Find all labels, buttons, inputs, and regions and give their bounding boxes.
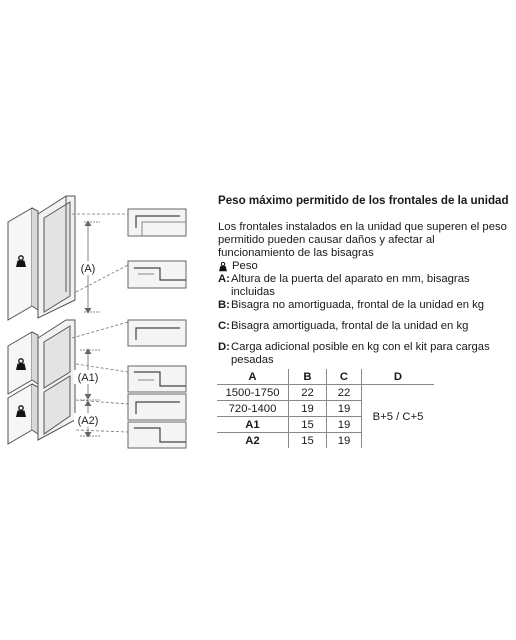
dimension-a2-label: (A2) xyxy=(77,415,99,427)
table-row: A1 15 19 xyxy=(217,417,434,433)
table-header-row xyxy=(217,369,434,385)
legend-b: B: Bisagra no amortiguada, frontal de la unidad en kg xyxy=(218,299,485,311)
table-row: A2 15 19 xyxy=(217,433,434,449)
detail-box-4 xyxy=(128,422,186,448)
dimension-a-label: (A) xyxy=(80,263,96,275)
column-header: B xyxy=(289,369,327,385)
weight-label: Peso xyxy=(232,260,258,272)
double-door-unit xyxy=(8,320,75,444)
detail-box-upper-hinge xyxy=(128,209,186,236)
single-door-unit xyxy=(8,196,75,320)
weight-info-panel xyxy=(218,194,514,367)
legend-a: A: Altura de la puerta del aparato en mm, bisagras incluidas xyxy=(218,273,470,298)
panel-title: Peso máximo permitido de los frontales de la unidad xyxy=(218,194,509,207)
weight-legend xyxy=(218,260,514,273)
column-header: D xyxy=(362,369,435,385)
column-header: A xyxy=(217,369,289,385)
detail-box-lower-hinge xyxy=(128,261,186,288)
legend-d: D: Carga adicional posible en kg con el kit para cargas pesadas xyxy=(218,341,490,366)
dimension-a1-label: (A1) xyxy=(77,372,99,384)
panel-intro: Los frontales instalados en la unidad que superen el peso permitido pueden causar daños y afectar al funcionamiento de las bisagras xyxy=(218,221,507,259)
leader-lines-top xyxy=(72,214,128,292)
table-row: 720-1400 19 19 xyxy=(217,401,434,417)
column-d-value: B+5 / C+5 xyxy=(362,385,435,449)
column-header: C xyxy=(327,369,362,385)
installation-figure xyxy=(0,0,220,640)
weight-icon xyxy=(218,261,228,272)
detail-box-2 xyxy=(128,366,186,392)
detail-box-1 xyxy=(128,320,186,346)
weight-table xyxy=(217,369,434,448)
detail-box-3 xyxy=(128,394,186,420)
legend-c: C: Bisagra amortiguada, frontal de la unidad en kg xyxy=(218,320,469,332)
table-row: 1500-1750 22 22 B+5 / C+5 xyxy=(217,385,434,401)
